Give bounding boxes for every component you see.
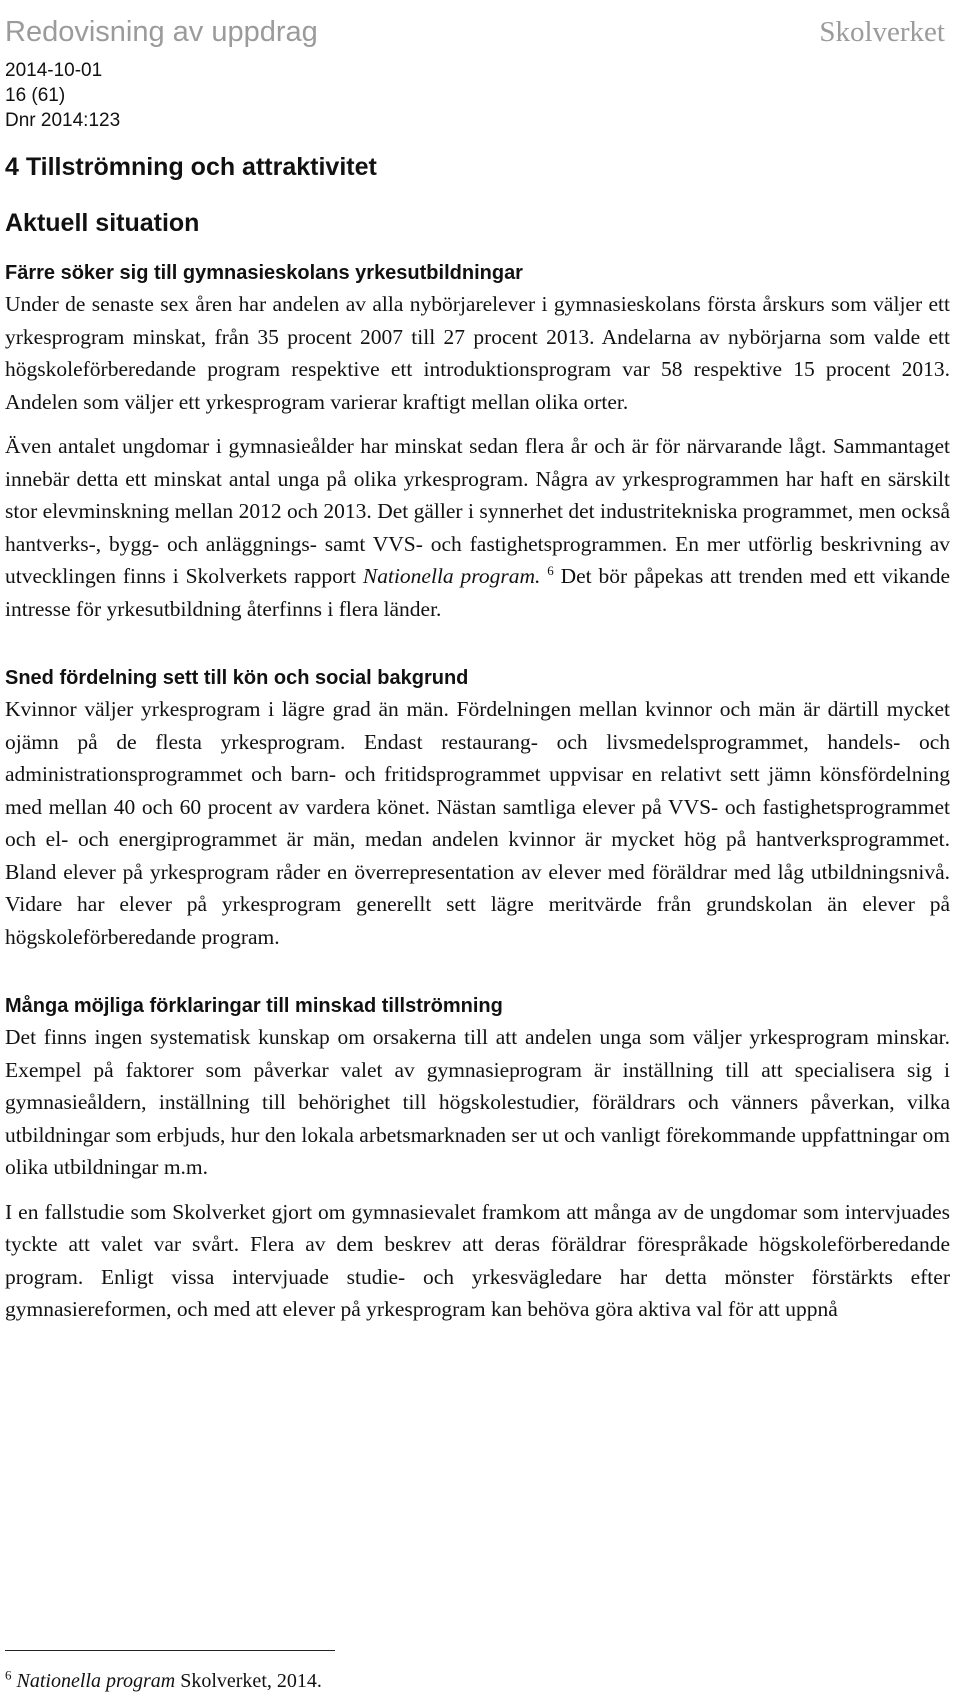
document-date: 2014-10-01 (5, 60, 103, 81)
page-header (5, 14, 955, 133)
brand-name: Skolverket (819, 16, 945, 48)
document-body (5, 150, 950, 1326)
footnote-source: Skolverket, 2014. (180, 1670, 322, 1692)
paragraph: I en fallstudie som Skolverket gjort om gymnasievalet framkom att många av de ungdomar som intervjuades tyckte att valet var svårt. Flera av dem beskrev att deras föräldrar förespråkade högskoleförberedande program. Enligt vissa intervjuade studie- och yrkesvägledare har detta mönster förstärkts efter gymnasiereformen, och med att elever på yrkesprogram kan behöva göra aktiva val för att uppnå (5, 1199, 950, 1321)
footnote (5, 1667, 322, 1695)
document-title: Redovisning av uppdrag (5, 16, 318, 48)
page-number: 16 (61) (5, 85, 66, 106)
footnote-mark: 6 (5, 1667, 12, 1683)
heading-explanations: Många möjliga förklaringar till minskad tillströmning (5, 995, 503, 1017)
paragraph-text: Det bör påpekas att trenden med ett vikande intresse för yrkesutbildning återfinns i flera länder. (5, 564, 951, 621)
paragraph: Kvinnor väljer yrkesprogram i lägre grad än män. Fördelningen mellan kvinnor och män är därtill mycket ojämn på de flesta yrkesprogram. Endast restaurang- och livsmedelsprogrammet, handels- och administrationsprogrammet och barn- och fritidsprogrammet uppvisar en relativt sett jämn könsfördelning med mellan 40 och 60 procent av vardera könet. Nästan samtliga elever på VVS- och fastighetsprogrammet och el- och energiprogrammet är män, medan andelen kvinnor är mycket hög på hantverksprogrammet. Bland elever på yrkesprogram råder en överrepresentation av elever med föräldrar med låg utbildningsnivå. Vidare har elever på yrkesprogram generellt sett lägre meritvärde från grundskolan än elever på högskoleförberedande program. (5, 697, 950, 949)
paragraph: Det finns ingen systematisk kunskap om orsakerna till att andelen unga som väljer yrkesprogram minskar. Exempel på faktorer som påverkar valet av gymnasieprogram är inställning till att specialisera sig i gymnasieåldern, inställning till behörighet till högskolestudier, föräldrars och vänners påverkan, vilka utbildningar som erbjuds, hur den lokala arbetsmarknaden ser ut och vanligt förekommande uppfattningar om olika utbildningar m.m. (5, 1025, 950, 1179)
footnote-reference[interactable]: 6 (547, 562, 554, 578)
section-title: Aktuell situation (5, 209, 200, 237)
paragraph-text: Även antalet ungdomar i gymnasieålder har minskat sedan flera år och är för närvarande lågt. Sammantaget innebär detta ett minskat antal unga på olika yrkesprogram. Några av yrkesprogrammen har haft en särskilt stor elevminskning mellan 2012 och 2013. Det gäller i synnerhet det industritekniska programmet, men också hantverks-, bygg- och anläggnings- samt VVS- och fastighetsprogrammen. En mer utförlig beskrivning av utvecklingen finns i Skolverkets rapport (5, 434, 950, 588)
chapter-title: 4 Tillströmning och attraktivitet (5, 153, 377, 181)
footnote-divider (5, 1650, 335, 1651)
heading-gender-social: Sned fördelning sett till kön och social bakgrund (5, 667, 469, 689)
footnote-title: Nationella program (16, 1670, 176, 1692)
document-dnr: Dnr 2014:123 (5, 110, 121, 131)
heading-fewer-applicants: Färre söker sig till gymnasieskolans yrkesutbildningar (5, 262, 523, 284)
report-title: Nationella program. (362, 564, 541, 588)
paragraph: Under de senaste sex åren har andelen av alla nybörjarelever i gymnasieskolans första årskurs som väljer ett yrkesprogram minskat, från 35 procent 2007 till 27 procent 2013. Andelarna av nybörjarna som valde ett högskoleförberedande program respektive ett introduktionsprogram var 58 respektive 15 procent 2013. Andelen som väljer ett yrkesprogram varierar kraftigt mellan olika orter. (5, 292, 950, 414)
paragraph (5, 430, 950, 625)
